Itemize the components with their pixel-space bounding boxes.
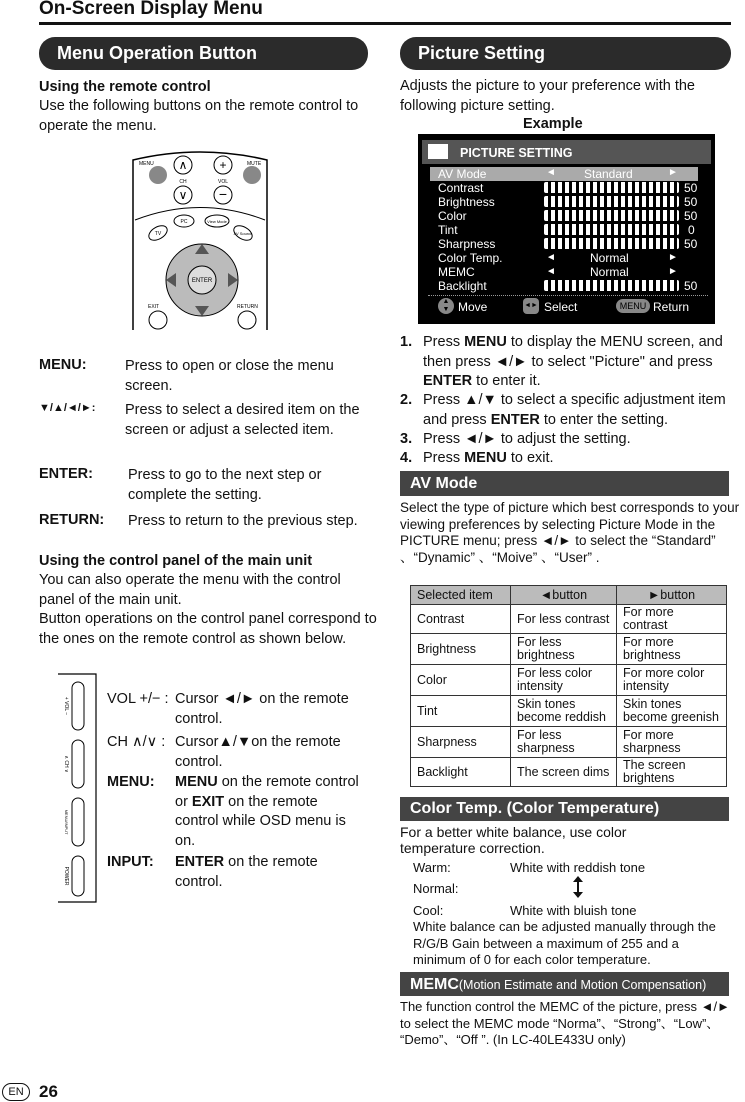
key-menu: MENU:	[39, 357, 87, 373]
panel-power-button	[72, 856, 84, 896]
osd-av-mode-value: Standard	[584, 167, 633, 181]
svg-text:∨: ∨	[178, 188, 188, 202]
vol-label: VOL	[217, 179, 229, 185]
svg-text:∧ CH ∨: ∧ CH ∨	[63, 755, 69, 773]
table-row: Backlight The screen dims The screen brightens	[411, 758, 727, 787]
memc-text: The function control the MEMC of the picture, press ◄/► to select the MEMC mode “Norma”、“Strong”、“Low”、 “Demo”、“Off ”. (In LC-40LE433U only)	[400, 999, 730, 1047]
svg-text:MENU/INPUT: MENU/INPUT	[64, 809, 69, 835]
osd-footer-divider	[428, 295, 708, 296]
osd-color-value: 50	[684, 209, 698, 223]
panel-key-input: INPUT:	[107, 854, 154, 870]
panel-intro: You can also operate the menu with the control panel of the main unit.	[39, 572, 341, 608]
osd-memc-right-icon: ►	[668, 266, 678, 277]
table-head-cell: ►button	[617, 586, 727, 605]
mute-button	[243, 166, 261, 184]
key-return-desc: Press to return to the previous step.	[128, 513, 358, 529]
osd-backlight-value: 50	[684, 279, 698, 293]
osd-backlight-bar	[544, 280, 679, 291]
remote-intro: Use the following buttons on the remote control to operate the menu.	[39, 98, 359, 134]
osd-tint-bar	[544, 224, 679, 235]
section-header-av-mode: AV Mode	[400, 471, 729, 496]
osd-memc-value: Normal	[590, 265, 629, 279]
key-enter: ENTER:	[39, 466, 93, 482]
step-1: 1. Press MENU to display the MENU screen, and then press ◄/► to select "Picture" and press ENTER to enter it.	[400, 334, 723, 389]
section-header-picture-setting: Picture Setting	[400, 37, 731, 70]
section-header-menu-operation: Menu Operation Button	[39, 37, 368, 70]
cool-label: Cool:	[413, 903, 444, 918]
panel-menu-input-button	[72, 798, 84, 846]
panel-key-menu-desc: MENU on the remote control or EXIT on the remote control while OSD menu is on.	[175, 774, 359, 849]
page-number: 26	[39, 1082, 58, 1101]
table-row: Tint Skin tones become reddish Skin tones become greenish	[411, 696, 727, 727]
menu-button	[149, 166, 167, 184]
svg-text:TV: TV	[154, 231, 162, 237]
table-head-cell: ◄button	[511, 586, 617, 605]
key-return: RETURN:	[39, 512, 105, 528]
table-row: Sharpness For less sharpness For more sharpness	[411, 727, 727, 758]
osd-memc-label: MEMC	[438, 265, 475, 279]
osd-memc-left-icon: ◄	[546, 266, 556, 277]
osd-av-mode-label: AV Mode	[438, 167, 487, 181]
osd-tint-value: 0	[688, 223, 695, 237]
osd-av-mode-left-icon: ◄	[546, 167, 556, 178]
osd-sharpness-bar	[544, 238, 679, 249]
svg-text:POWER: POWER	[63, 866, 69, 886]
language-badge: EN	[2, 1083, 30, 1101]
panel-heading: Using the control panel of the main unit	[39, 553, 313, 569]
panel-key-input-desc: ENTER on the remote control.	[175, 854, 318, 890]
memc-header-sub: (Motion Estimate and Motion Compensation)	[458, 978, 707, 992]
key-enter-desc: Press to go to the next step or complete the setting.	[128, 467, 322, 503]
osd-brightness-label: Brightness	[438, 195, 495, 209]
osd-brightness-bar	[544, 196, 679, 207]
osd-contrast-bar	[544, 182, 679, 193]
osd-picture-icon	[428, 144, 448, 159]
up-down-arrow-icon	[572, 876, 584, 898]
mute-label: MUTE	[247, 161, 262, 167]
panel-ch-button	[72, 740, 84, 788]
step-4: 4. Press MENU to exit.	[400, 450, 554, 466]
panel-intro-2: Button operations on the control panel correspond to the ones on the remote control as shown below.	[39, 611, 377, 647]
panel-vol-button	[72, 682, 84, 730]
osd-backlight-label: Backlight	[438, 279, 487, 293]
key-arrows: ▼/▲/◄/►:	[39, 402, 96, 414]
panel-key-ch-desc: Cursor▲/▼on the remote control.	[175, 734, 341, 770]
osd-move-icon: ▲ ▼	[438, 298, 454, 314]
osd-color-temp-left-icon: ◄	[546, 252, 556, 263]
osd-color-temp-label: Color Temp.	[438, 251, 503, 265]
osd-footer-return: Return	[653, 300, 690, 314]
table-row: Brightness For less brightness For more brightness	[411, 634, 727, 665]
osd-contrast-label: Contrast	[438, 181, 484, 195]
svg-text:−: −	[218, 186, 228, 202]
svg-text:View Mode: View Mode	[207, 219, 227, 224]
table-head-cell: Selected item	[411, 586, 511, 605]
svg-text:+: +	[219, 158, 227, 172]
osd-footer-select: Select	[544, 300, 578, 314]
svg-text:AV Source: AV Source	[233, 231, 253, 236]
color-temp-text: For a better white balance, use color temperature correction.	[400, 824, 627, 856]
exit-button	[149, 311, 167, 329]
memc-header-main: MEMC	[410, 976, 459, 993]
remote-heading: Using the remote control	[39, 79, 211, 95]
osd-brightness-value: 50	[684, 195, 698, 209]
svg-text:RETURN: RETURN	[237, 304, 258, 310]
av-mode-text: Select the type of picture which best corresponds to your viewing preferences by selecting Picture Mode in the PICTURE menu; press ◄/► to select the “Standard” 、“Dynamic” 、“Moive” 、“User” .	[400, 500, 740, 565]
osd-color-bar	[544, 210, 679, 221]
osd-tint-label: Tint	[438, 223, 458, 237]
osd-color-label: Color	[438, 209, 467, 223]
svg-text:EXIT: EXIT	[148, 304, 160, 310]
menu-label: MENU	[139, 161, 154, 167]
section-header-memc	[400, 972, 729, 996]
panel-key-ch: CH ∧/∨ :	[107, 734, 166, 750]
osd-title: PICTURE SETTING	[460, 146, 573, 160]
osd-select-icon: ◄►	[523, 298, 539, 314]
control-panel-illustration	[56, 672, 98, 904]
color-temp-note: White balance can be adjusted manually through the R/G/B Gain between a maximum of 255 and a minimum of 0 for each color temperature.	[413, 919, 716, 967]
svg-text:∧: ∧	[178, 158, 188, 172]
section-header-color-temp: Color Temp. (Color Temperature)	[400, 797, 729, 821]
table-header-row	[411, 586, 727, 605]
normal-label: Normal:	[413, 881, 459, 896]
return-button	[238, 311, 256, 329]
picture-intro: Adjusts the picture to your preference with the following picture setting.	[400, 78, 695, 114]
warm-desc: White with reddish tone	[510, 860, 646, 875]
step-2: 2. Press ▲/▼ to select a specific adjustment item and press ENTER to enter the setting.	[400, 392, 726, 428]
osd-sharpness-label: Sharpness	[438, 237, 496, 251]
osd-contrast-value: 50	[684, 181, 698, 195]
osd-example	[418, 134, 715, 324]
av-mode-table	[410, 585, 727, 787]
osd-menu-badge: MENU	[616, 299, 650, 313]
key-menu-desc: Press to open or close the menu screen.	[125, 358, 334, 394]
svg-text:+ VOL −: + VOL −	[63, 696, 69, 716]
cool-desc: White with bluish tone	[510, 903, 637, 918]
osd-sharpness-value: 50	[684, 237, 698, 251]
warm-label: Warm:	[413, 860, 451, 875]
osd-color-temp-right-icon: ►	[668, 252, 678, 263]
panel-key-vol-desc: Cursor ◄/► on the remote control.	[175, 691, 349, 727]
key-arrows-desc: Press to select a desired item on the screen or adjust a selected item.	[125, 402, 360, 438]
title-rule	[39, 22, 731, 25]
page-title: On-Screen Display Menu	[39, 0, 263, 19]
svg-text:PC: PC	[180, 219, 188, 225]
remote-illustration	[125, 150, 275, 332]
svg-text:ENTER: ENTER	[191, 278, 213, 284]
table-row: Color For less color intensity For more color intensity	[411, 665, 727, 696]
example-label: Example	[523, 116, 583, 132]
ch-label: CH	[179, 179, 187, 185]
panel-key-menu: MENU:	[107, 774, 155, 790]
osd-av-mode-right-icon: ►	[668, 167, 678, 178]
table-row: Contrast For less contrast For more contrast	[411, 605, 727, 634]
osd-footer-move: Move	[458, 300, 488, 314]
step-3: 3. Press ◄/► to adjust the setting.	[400, 431, 631, 447]
osd-color-temp-value: Normal	[590, 251, 629, 265]
panel-key-vol: VOL +/− :	[107, 691, 169, 707]
